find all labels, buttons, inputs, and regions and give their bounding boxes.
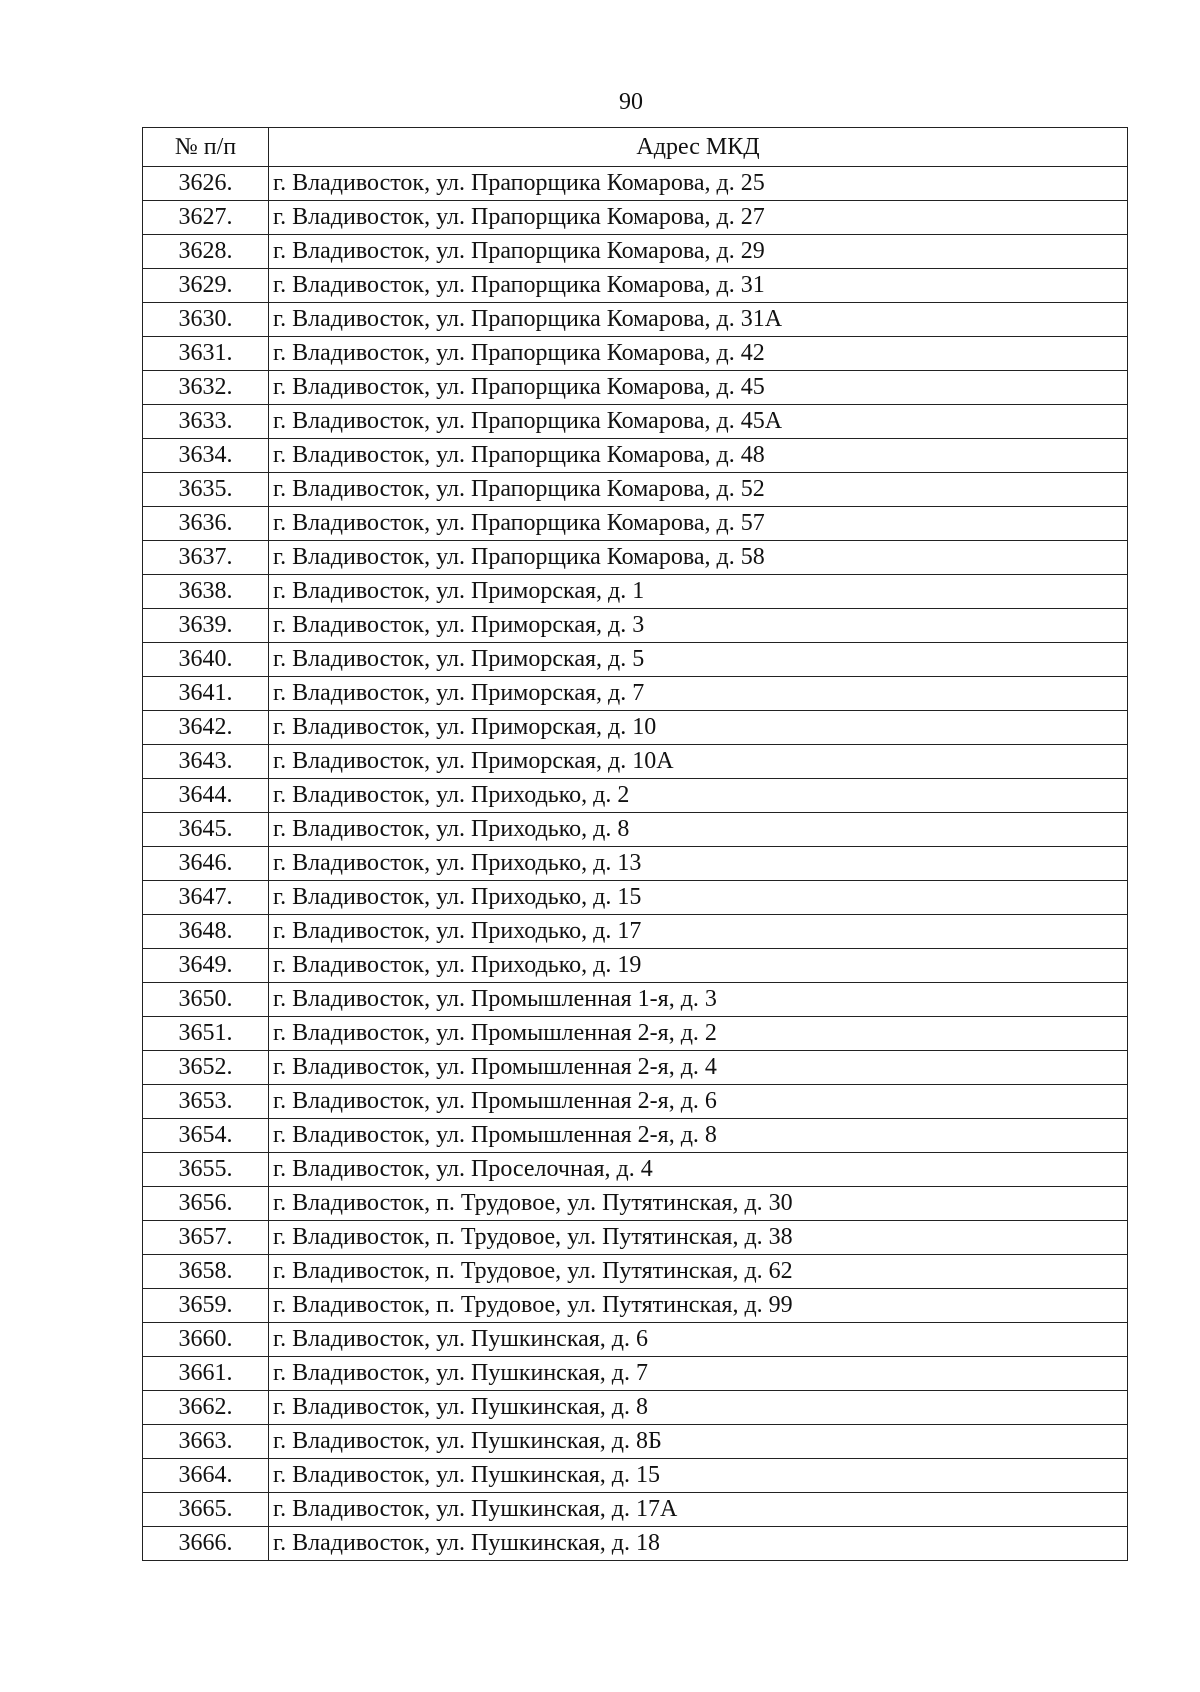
row-number: 3626. xyxy=(143,167,269,201)
row-number: 3656. xyxy=(143,1187,269,1221)
row-number: 3650. xyxy=(143,983,269,1017)
row-number: 3642. xyxy=(143,711,269,745)
row-address: г. Владивосток, ул. Пушкинская, д. 8Б xyxy=(269,1425,1128,1459)
table-row xyxy=(143,507,1128,541)
row-address: г. Владивосток, ул. Прапорщика Комарова, д. 27 xyxy=(269,201,1128,235)
row-address: г. Владивосток, ул. Промышленная 2-я, д. 2 xyxy=(269,1017,1128,1051)
row-address: г. Владивосток, ул. Прапорщика Комарова, д. 52 xyxy=(269,473,1128,507)
row-address: г. Владивосток, ул. Прапорщика Комарова, д. 48 xyxy=(269,439,1128,473)
table-row xyxy=(143,609,1128,643)
table-row xyxy=(143,813,1128,847)
row-number: 3631. xyxy=(143,337,269,371)
row-address: г. Владивосток, ул. Прапорщика Комарова, д. 25 xyxy=(269,167,1128,201)
row-address: г. Владивосток, ул. Пушкинская, д. 7 xyxy=(269,1357,1128,1391)
table-row xyxy=(143,371,1128,405)
row-address: г. Владивосток, ул. Прапорщика Комарова, д. 45 xyxy=(269,371,1128,405)
row-address: г. Владивосток, ул. Проселочная, д. 4 xyxy=(269,1153,1128,1187)
row-address: г. Владивосток, п. Трудовое, ул. Путятинская, д. 30 xyxy=(269,1187,1128,1221)
row-number: 3630. xyxy=(143,303,269,337)
row-address: г. Владивосток, ул. Приходько, д. 2 xyxy=(269,779,1128,813)
table-row xyxy=(143,847,1128,881)
table-row xyxy=(143,575,1128,609)
row-address: г. Владивосток, ул. Промышленная 2-я, д. 8 xyxy=(269,1119,1128,1153)
row-number: 3628. xyxy=(143,235,269,269)
table-row xyxy=(143,949,1128,983)
table-row xyxy=(143,473,1128,507)
row-number: 3654. xyxy=(143,1119,269,1153)
table-row xyxy=(143,1391,1128,1425)
row-address: г. Владивосток, ул. Приморская, д. 3 xyxy=(269,609,1128,643)
row-address: г. Владивосток, п. Трудовое, ул. Путятинская, д. 38 xyxy=(269,1221,1128,1255)
header-number: № п/п xyxy=(143,128,269,167)
table-row xyxy=(143,881,1128,915)
row-number: 3636. xyxy=(143,507,269,541)
row-number: 3637. xyxy=(143,541,269,575)
table-row xyxy=(143,439,1128,473)
row-number: 3657. xyxy=(143,1221,269,1255)
table-body xyxy=(143,167,1128,1561)
row-number: 3651. xyxy=(143,1017,269,1051)
header-address: Адрес МКД xyxy=(269,128,1128,167)
row-number: 3653. xyxy=(143,1085,269,1119)
row-number: 3665. xyxy=(143,1493,269,1527)
row-number: 3643. xyxy=(143,745,269,779)
address-table xyxy=(142,127,1128,1561)
row-number: 3661. xyxy=(143,1357,269,1391)
row-number: 3632. xyxy=(143,371,269,405)
row-number: 3639. xyxy=(143,609,269,643)
table-row xyxy=(143,1221,1128,1255)
row-address: г. Владивосток, ул. Промышленная 2-я, д. 4 xyxy=(269,1051,1128,1085)
row-number: 3638. xyxy=(143,575,269,609)
row-address: г. Владивосток, ул. Приморская, д. 10А xyxy=(269,745,1128,779)
table-row xyxy=(143,1153,1128,1187)
table-row xyxy=(143,1085,1128,1119)
row-number: 3629. xyxy=(143,269,269,303)
table-row xyxy=(143,405,1128,439)
table-row xyxy=(143,1187,1128,1221)
row-number: 3663. xyxy=(143,1425,269,1459)
table-row xyxy=(143,779,1128,813)
row-address: г. Владивосток, ул. Прапорщика Комарова, д. 45А xyxy=(269,405,1128,439)
row-number: 3641. xyxy=(143,677,269,711)
table-row xyxy=(143,1017,1128,1051)
row-address: г. Владивосток, ул. Прапорщика Комарова, д. 42 xyxy=(269,337,1128,371)
row-address: г. Владивосток, ул. Приходько, д. 13 xyxy=(269,847,1128,881)
row-address: г. Владивосток, ул. Приморская, д. 7 xyxy=(269,677,1128,711)
table-row xyxy=(143,1527,1128,1561)
table-row xyxy=(143,303,1128,337)
table-row xyxy=(143,1119,1128,1153)
row-address: г. Владивосток, ул. Промышленная 2-я, д. 6 xyxy=(269,1085,1128,1119)
row-number: 3658. xyxy=(143,1255,269,1289)
row-number: 3646. xyxy=(143,847,269,881)
table-row xyxy=(143,1459,1128,1493)
table-row xyxy=(143,1051,1128,1085)
row-address: г. Владивосток, ул. Прапорщика Комарова, д. 57 xyxy=(269,507,1128,541)
row-number: 3635. xyxy=(143,473,269,507)
row-address: г. Владивосток, ул. Пушкинская, д. 18 xyxy=(269,1527,1128,1561)
row-number: 3634. xyxy=(143,439,269,473)
row-address: г. Владивосток, ул. Приходько, д. 19 xyxy=(269,949,1128,983)
row-address: г. Владивосток, п. Трудовое, ул. Путятинская, д. 99 xyxy=(269,1289,1128,1323)
row-number: 3660. xyxy=(143,1323,269,1357)
row-address: г. Владивосток, ул. Промышленная 1-я, д. 3 xyxy=(269,983,1128,1017)
row-address: г. Владивосток, ул. Пушкинская, д. 6 xyxy=(269,1323,1128,1357)
row-address: г. Владивосток, ул. Приморская, д. 1 xyxy=(269,575,1128,609)
row-address: г. Владивосток, ул. Прапорщика Комарова, д. 31 xyxy=(269,269,1128,303)
row-address: г. Владивосток, ул. Приходько, д. 15 xyxy=(269,881,1128,915)
row-address: г. Владивосток, ул. Пушкинская, д. 17А xyxy=(269,1493,1128,1527)
table-row xyxy=(143,1255,1128,1289)
table-row xyxy=(143,1425,1128,1459)
row-number: 3648. xyxy=(143,915,269,949)
table-row xyxy=(143,337,1128,371)
row-address: г. Владивосток, ул. Прапорщика Комарова, д. 31А xyxy=(269,303,1128,337)
row-address: г. Владивосток, ул. Прапорщика Комарова, д. 58 xyxy=(269,541,1128,575)
row-number: 3627. xyxy=(143,201,269,235)
row-address: г. Владивосток, ул. Приходько, д. 8 xyxy=(269,813,1128,847)
table-row xyxy=(143,1323,1128,1357)
table-row xyxy=(143,1357,1128,1391)
table-row xyxy=(143,745,1128,779)
row-address: г. Владивосток, ул. Пушкинская, д. 8 xyxy=(269,1391,1128,1425)
row-number: 3645. xyxy=(143,813,269,847)
row-address: г. Владивосток, ул. Пушкинская, д. 15 xyxy=(269,1459,1128,1493)
row-address: г. Владивосток, ул. Приморская, д. 10 xyxy=(269,711,1128,745)
table-row xyxy=(143,269,1128,303)
row-number: 3640. xyxy=(143,643,269,677)
table-row xyxy=(143,643,1128,677)
row-number: 3644. xyxy=(143,779,269,813)
row-number: 3666. xyxy=(143,1527,269,1561)
row-address: г. Владивосток, ул. Прапорщика Комарова, д. 29 xyxy=(269,235,1128,269)
table-row xyxy=(143,235,1128,269)
table-row xyxy=(143,1493,1128,1527)
row-number: 3662. xyxy=(143,1391,269,1425)
row-address: г. Владивосток, п. Трудовое, ул. Путятинская, д. 62 xyxy=(269,1255,1128,1289)
table-row xyxy=(143,541,1128,575)
row-number: 3647. xyxy=(143,881,269,915)
row-address: г. Владивосток, ул. Приморская, д. 5 xyxy=(269,643,1128,677)
table-row xyxy=(143,201,1128,235)
page-number: 90 xyxy=(619,89,643,115)
table-row xyxy=(143,677,1128,711)
row-number: 3652. xyxy=(143,1051,269,1085)
table-row xyxy=(143,915,1128,949)
row-number: 3664. xyxy=(143,1459,269,1493)
row-address: г. Владивосток, ул. Приходько, д. 17 xyxy=(269,915,1128,949)
row-number: 3649. xyxy=(143,949,269,983)
table-row xyxy=(143,711,1128,745)
row-number: 3655. xyxy=(143,1153,269,1187)
row-number: 3633. xyxy=(143,405,269,439)
table-row xyxy=(143,167,1128,201)
table-row xyxy=(143,1289,1128,1323)
row-number: 3659. xyxy=(143,1289,269,1323)
table-header-row xyxy=(143,128,1128,167)
table-row xyxy=(143,983,1128,1017)
